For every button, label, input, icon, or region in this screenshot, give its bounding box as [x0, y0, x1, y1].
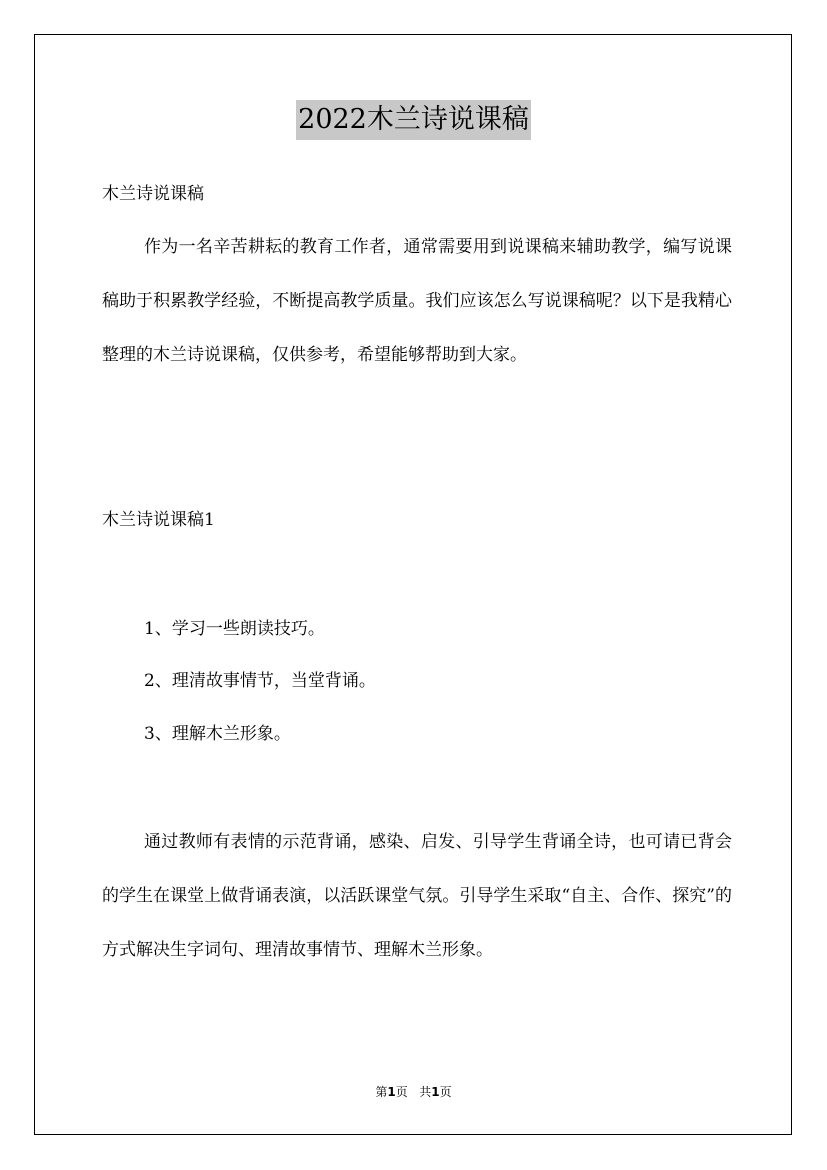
footer-page-prefix: 第: [375, 1085, 388, 1099]
document-title: 2022木兰诗说课稿: [296, 100, 531, 140]
footer-page-number: 1: [387, 1085, 396, 1099]
section-heading: 木兰诗说课稿1: [102, 510, 215, 530]
objective-item-2: 2、理清故事情节，当堂背诵。: [144, 671, 376, 691]
page-footer: [0, 1083, 827, 1101]
footer-total-suffix: 页: [439, 1085, 452, 1099]
document-subtitle: 木兰诗说课稿: [102, 184, 204, 204]
method-paragraph: 通过教师有表情的示范背诵，感染、启发、引导学生背诵全诗，也可请已背会的学生在课堂上做背诵表演，以活跃课堂气氛。引导学生采取“自主、合作、探究”的方式解决生字词句、理清故事情节、理解木兰形象。: [102, 832, 732, 960]
footer-total-prefix: 共: [419, 1085, 432, 1099]
title-container: [0, 100, 827, 140]
objective-item-3: 3、理解木兰形象。: [144, 724, 291, 744]
footer-total-number: 1: [431, 1085, 440, 1099]
objective-item-1: 1、学习一些朗读技巧。: [144, 619, 325, 639]
footer-page-suffix: 页: [395, 1085, 408, 1099]
intro-paragraph: 作为一名辛苦耕耘的教育工作者，通常需要用到说课稿来辅助教学，编写说课稿助于积累教学经验，不断提高教学质量。我们应该怎么写说课稿呢？以下是我精心整理的木兰诗说课稿，仅供参考，希望能够帮助到大家。: [102, 237, 732, 365]
